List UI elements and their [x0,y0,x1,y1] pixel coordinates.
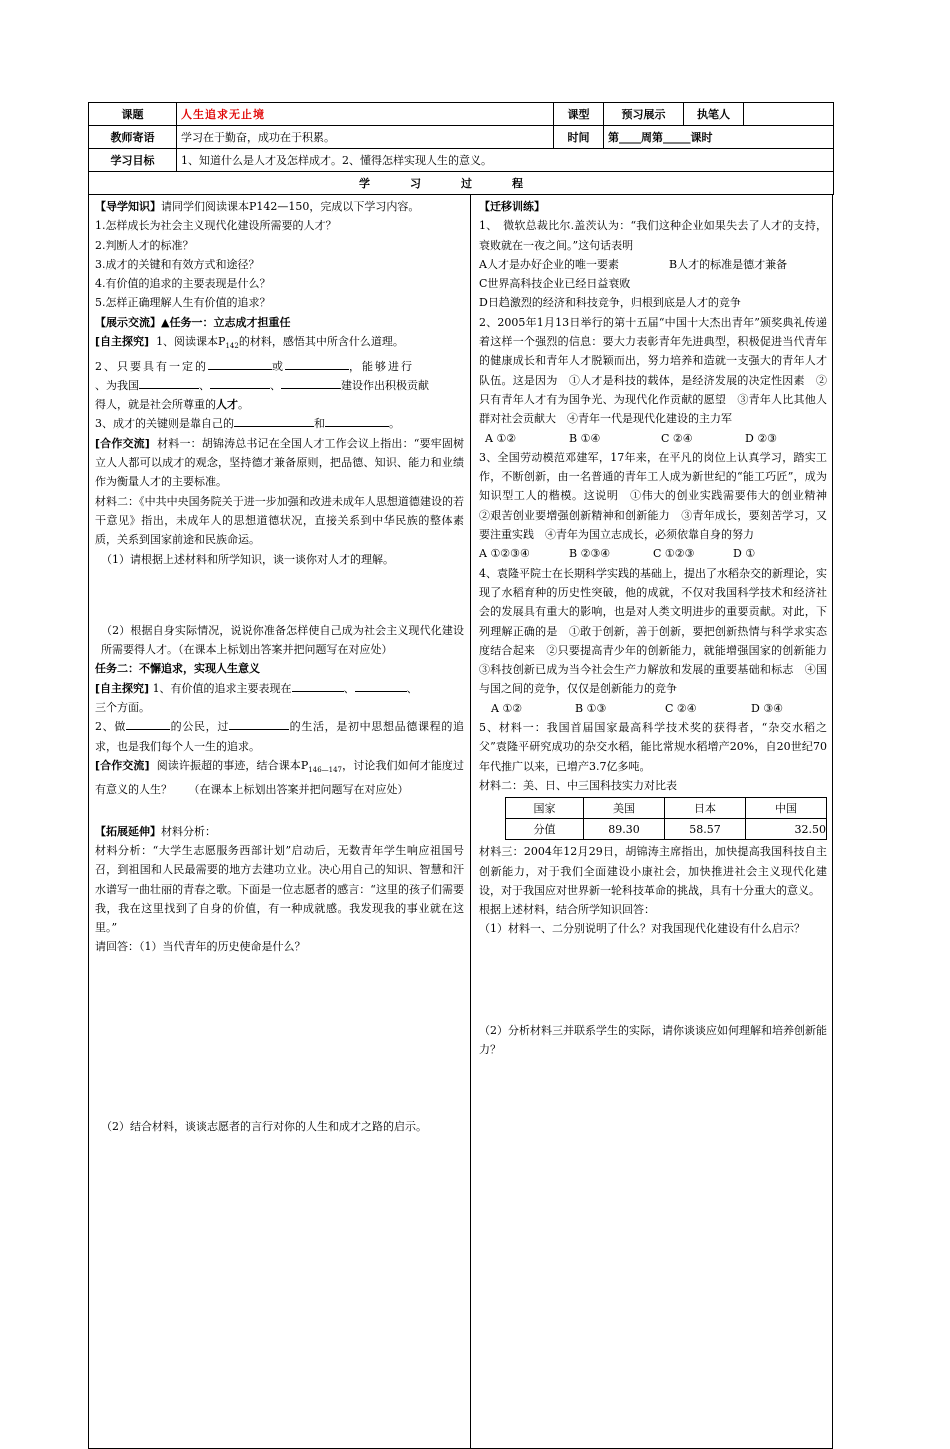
extend-material: 材料分析：“大学生志愿服务西部计划”启动后，无数青年学生响应祖国号召，到祖国和人民最需要的地方去建功立业。决心用自己的知识、智慧和汗水谱写一曲壮丽的青春之歌。下面是一位志愿者的感言：“这里的孩子们需要我，我在这里找到了自身的价值，有一种成就感。我发现我的事业就在这里。” [95,843,464,935]
page-subscript: 142 [225,342,239,351]
blank[interactable] [325,415,389,427]
answer-intro: 根据上述材料，结合所学知识回答： [479,903,655,917]
option-b: B ②③④ [569,547,611,561]
fill-2-or: 或 [272,359,285,373]
coop-2-text: 阅读许振超的事迹，结合课本P [156,758,309,772]
task-2-heading: 任务二：不懈追求，实现人生意义 [95,662,260,676]
comparison-table [505,797,827,840]
table-header: 国家 [506,798,584,819]
question-3: 3.成才的关键和有效方式和途径？ [95,257,260,271]
material-2: 材料二：《中共中央国务院关于进一步加强和改进未成年人思想道德建设的若干意见》指出，未成年人的思想道德状况，直接关系到中华民族的整体素质，关系到国家前途和民族命运。 [95,494,464,547]
blank[interactable] [355,680,407,692]
option-d: D ③④ [751,701,784,715]
fill-2-text: ，能够进行 [349,359,414,373]
blank[interactable] [229,718,289,730]
blank[interactable] [210,377,270,389]
fill-2-text: 得人，就是社会所尊重的 [95,398,216,412]
teacher-label: 教师寄语 [89,126,177,149]
fill-2-text: 、为我国 [95,378,139,392]
goal-label: 学习目标 [89,149,177,172]
content-area [88,195,838,1449]
period: 。 [238,398,249,412]
self-study-tag-2: [自主探究] [95,681,150,695]
blank[interactable] [292,680,344,692]
page-subscript: 146—147 [308,766,343,775]
table-cell: 58.57 [665,819,746,840]
period: 。 [389,417,400,431]
blank[interactable] [285,358,349,370]
time-label: 时间 [554,126,604,149]
self-study-text: 1、阅读课本P [156,335,226,349]
goal-text: 1、知道什么是人才及怎样成才。2、懂得怎样实现人生的意义。 [177,149,834,172]
option-c: C ①②③ [653,547,695,561]
material-3: 材料三：2004年12月29日，胡锦涛主席指出，加快提高我国科技自主创新能力，对于我们全面建设小康社会，加快推进社会主义现代化建设，对于我国应对世界新一轮科技革命的挑战，具有十分重大的意义。 [479,845,827,897]
cooperate-tag: [合作交流] [95,436,150,450]
option-d: D ① [733,547,756,561]
training-tag: 【迁移训练】 [479,200,545,213]
answer-question-2: （2）分析材料三并联系学生的实际，请你谈谈应如何理解和培养创新能力？ [479,1023,827,1056]
option-b: B ①④ [569,431,601,445]
ask-2: （2）根据自身实际情况，说说你准备怎样使自己成为社会主义现代化建设所需要得人才。（在课本上标划出答案并把问题写在对应处） [101,623,464,657]
fill-2-text: 2、只要具有一定的 [95,359,208,373]
option-a: A ①②③④ [479,547,530,561]
author-value [744,103,834,126]
extend-question-2: （2）结合材料，谈谈志愿者的言行对你的人生和成才之路的启示。 [101,1119,427,1133]
table-header: 美国 [584,798,665,819]
blank[interactable] [126,718,170,730]
talent-word: 人才 [216,398,238,412]
left-column [89,195,471,1448]
table-header: 日本 [665,798,746,819]
fill-2-text: 建设作出积极贡献 [341,378,429,392]
sep: 、 [343,681,355,695]
question-r4: 4、袁隆平院士在长期科学实践的基础上，提出了水稻杂交的新理论，实现了水稻育种的历史性突破，他的成就，不仅对我国科学技术和经济社会的发展具有重大的影响，也是对人类文明进步的重要贡献。对此，下列理解正确的是 ①敢于创新，善于创新，要把创新热情与科学求实态度结合起来 ②只要提高青少年的创新能力，就能增强国家的创新能力 ③科技创新已成为当今社会生产力解放和发展的重要基础和标志 ④国与国之间的竞争，仅仅是创新能力的竞争 [479,566,838,696]
show-section-heading: 【展示交流】▲任务一：立志成才担重任 [95,315,291,329]
option-b: B ①③ [575,701,607,715]
time-value: 第____周第_____课时 [604,126,834,149]
process-heading: 学习过程 [89,172,834,195]
self-study-text-end: 的材料，感悟其中所含什么道理。 [238,335,404,349]
option-a: A人才是办好企业的唯一要素 [479,257,619,271]
option-c: C ②④ [661,431,693,445]
fill-2-sep: 、 [270,378,281,392]
extend-text: 材料分析： [161,824,216,838]
question-r2: 2、2005年1月13日举行的第十五届“中国十大杰出青年”颁奖典礼传递着这样一个强烈的信息：要大力表彰青年先进典型，积极促进当代青年的健康成长和青年人才脱颖而出，努力培养和造就一支强大的青年人才队伍。这是因为 ①人才是科技的载体，是经济发展的决定性因素 ②只有青年人才有为国争光、为现代化作贡献的愿望 ③青年人比其他人群对社会贡献大 ④青年一代是现代化建设的主力军 [479,315,827,426]
fill-22-text: 2、做 [95,720,126,734]
answer-question-1: （1）材料一、二分别说明了什么？对我国现代化建设有什么启示？ [479,922,805,936]
self-2-end: 三个方面。 [95,701,150,715]
lesson-title: 人生追求无止境 [177,103,554,126]
blank[interactable] [234,415,314,427]
author-label: 执笔人 [684,103,744,126]
guide-tag: 【导学知识】 [95,200,161,213]
fill-22-text: 的生活，是初中思想品德课程的追求，也是我们每个人一生的追求。 [95,720,464,753]
header-table [88,102,834,195]
question-r1: 1、 微软总裁比尔.盖茨认为：“我们这种企业如果失去了人才的支持，衰败就在一夜之间。”这句话表明 [479,219,827,252]
table-cell: 89.30 [584,819,665,840]
option-d: D日趋激烈的经济和科技竞争，归根到底是人才的竞争 [479,296,741,310]
question-r5: 5、材料一：我国首届国家最高科学技术奖的获得者，“杂交水稻之父”袁隆平研究成功的杂交水稻，能比常规水稻增产20%，自20世纪70年代推广以来，已增产3.7亿多吨。 [479,721,827,773]
option-a: A ①② [491,701,523,715]
fill-3-and: 和 [314,417,325,431]
question-1: 1.怎样成长为社会主义现代化建设所需要的人才？ [95,219,337,233]
type-value: 预习展示 [604,103,684,126]
extend-tag: 【拓展延伸】 [95,824,161,838]
option-b: B人才的标准是德才兼备 [669,257,788,271]
self-study-tag: [自主探究] [95,335,150,349]
sep: 、 [406,681,418,695]
table-header: 中国 [746,798,827,819]
coop-2-text: ，讨论我们如何才能度过有意义的人生？ （在课本上标划出答案并把问题写在对应处） [95,758,465,797]
blank[interactable] [281,377,341,389]
teacher-message: 学习在于勤奋，成功在于积累。 [177,126,554,149]
fill-22-text: 的公民，过 [170,720,229,734]
material-2-title: 材料二：美、日、中三国科技实力对比表 [479,778,677,792]
table-cell: 32.50 [746,819,827,840]
guide-text: 请同学们阅读课本P142—150，完成以下学习内容。 [161,200,420,213]
question-r3: 3、全国劳动模范邓建军，17年来，在平凡的岗位上认真学习，踏实工作，不断创新，由一名普通的青年工人成为新世纪的“能工巧匠”，成为知识型工人的楷模。这说明 ①伟大的创业实践需要伟大的创业精神 ②艰苦创业要增强创新精神和创新能力 ③青年成长，要刻苦学习，又要注重实践 ④青年为国立志成长，必须依靠自身的努力 [479,450,838,542]
table-row-label: 分值 [506,819,584,840]
option-d: D ②③ [745,431,778,445]
blank[interactable] [139,377,199,389]
fill-2-sep: 、 [199,378,210,392]
question-4: 4.有价值的追求的主要表现是什么？ [95,277,271,291]
material-1: 材料一：胡锦涛总书记在全国人才工作会议上指出：“要牢固树立人人都可以成才的观念，坚持德才兼备原则，把品德、知识、能力和业绩作为衡量人才的主要标准。 [95,436,464,489]
blank[interactable] [208,358,272,370]
right-column [471,195,838,1448]
fill-3-text: 3、成才的关键则是靠自己的 [95,417,234,431]
option-c: C世界高科技企业已经日益衰败 [479,277,631,291]
ask-1: （1）请根据上述材料和所学知识，谈一谈你对人才的理解。 [101,552,394,566]
option-a: A ①② [485,431,517,445]
topic-label: 课题 [89,103,177,126]
cooperate-tag-2: [合作交流] [95,758,150,772]
type-label: 课型 [554,103,604,126]
self-2-text: 1、有价值的追求主要表现在 [152,681,292,695]
question-2: 2.判断人才的标准？ [95,238,194,252]
option-c: C ②④ [665,701,697,715]
extend-question-1: 请回答：（1）当代青年的历史使命是什么？ [95,940,306,954]
worksheet [88,102,838,1449]
question-5: 5.怎样正确理解人生有价值的追求？ [95,296,271,310]
